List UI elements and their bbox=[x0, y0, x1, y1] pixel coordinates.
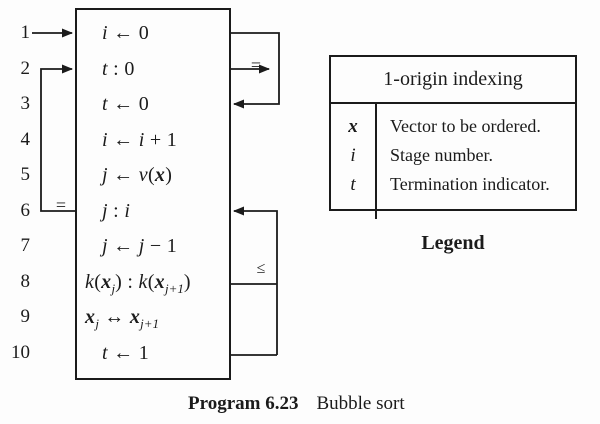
legend-column-divider bbox=[375, 104, 377, 219]
program-line-2: t : 0 bbox=[102, 57, 135, 80]
line-number: 6 bbox=[20, 199, 30, 221]
program-line-3: t ← 0 bbox=[102, 93, 150, 116]
legend-description: Termination indicator. bbox=[390, 174, 550, 194]
figure-caption bbox=[188, 393, 405, 415]
branch-label-equals-right: = bbox=[250, 55, 262, 75]
line-number: 10 bbox=[11, 342, 30, 364]
line-number: 5 bbox=[20, 164, 30, 186]
branch-label-equals-left: = bbox=[55, 195, 67, 215]
program-box bbox=[75, 8, 231, 380]
legend-body bbox=[331, 104, 575, 219]
legend-title: 1-origin indexing bbox=[331, 57, 575, 104]
legend-description: Vector to be ordered. bbox=[390, 116, 541, 136]
line-number: 9 bbox=[20, 306, 30, 328]
line-number: 1 bbox=[20, 22, 30, 43]
legend-row bbox=[331, 170, 575, 199]
loop-line6-to-line2 bbox=[41, 69, 75, 211]
figure-caption-title: Bubble sort bbox=[316, 393, 405, 414]
loop-lines8-10-to-line6 bbox=[231, 211, 277, 355]
legend-description: Stage number. bbox=[390, 145, 493, 165]
branch-label-leq: ≤ bbox=[256, 260, 266, 277]
line-number: 4 bbox=[20, 128, 30, 150]
legend-row bbox=[331, 141, 575, 170]
line-number: 2 bbox=[20, 57, 30, 79]
program-line-7: j ← j − 1 bbox=[102, 235, 178, 258]
program-line-6: j : i bbox=[102, 199, 131, 222]
legend-row bbox=[331, 112, 575, 141]
program-line-9: $x_j$ ↔ $x_{j+1}$ bbox=[85, 306, 160, 332]
program-line-4: i ← i + 1 bbox=[102, 128, 178, 151]
program-line-1: i ← 0 bbox=[102, 22, 150, 44]
program-line-10: t ← 1 bbox=[102, 342, 150, 365]
legend-table bbox=[329, 55, 577, 211]
legend-symbol: x bbox=[348, 116, 358, 137]
legend-caption: Legend bbox=[421, 232, 485, 254]
figure-caption-label: Program 6.23 bbox=[188, 393, 299, 414]
program-line-5: j ← ν(x) bbox=[102, 164, 173, 187]
legend-symbol: i bbox=[350, 145, 356, 166]
line-number: 7 bbox=[20, 235, 30, 257]
line-number: 8 bbox=[20, 270, 30, 292]
program-line-8: $k(x_j)$ : $k(x_{j+1})$ bbox=[85, 270, 191, 296]
legend-symbol: t bbox=[350, 174, 356, 195]
line-number: 3 bbox=[20, 93, 30, 115]
